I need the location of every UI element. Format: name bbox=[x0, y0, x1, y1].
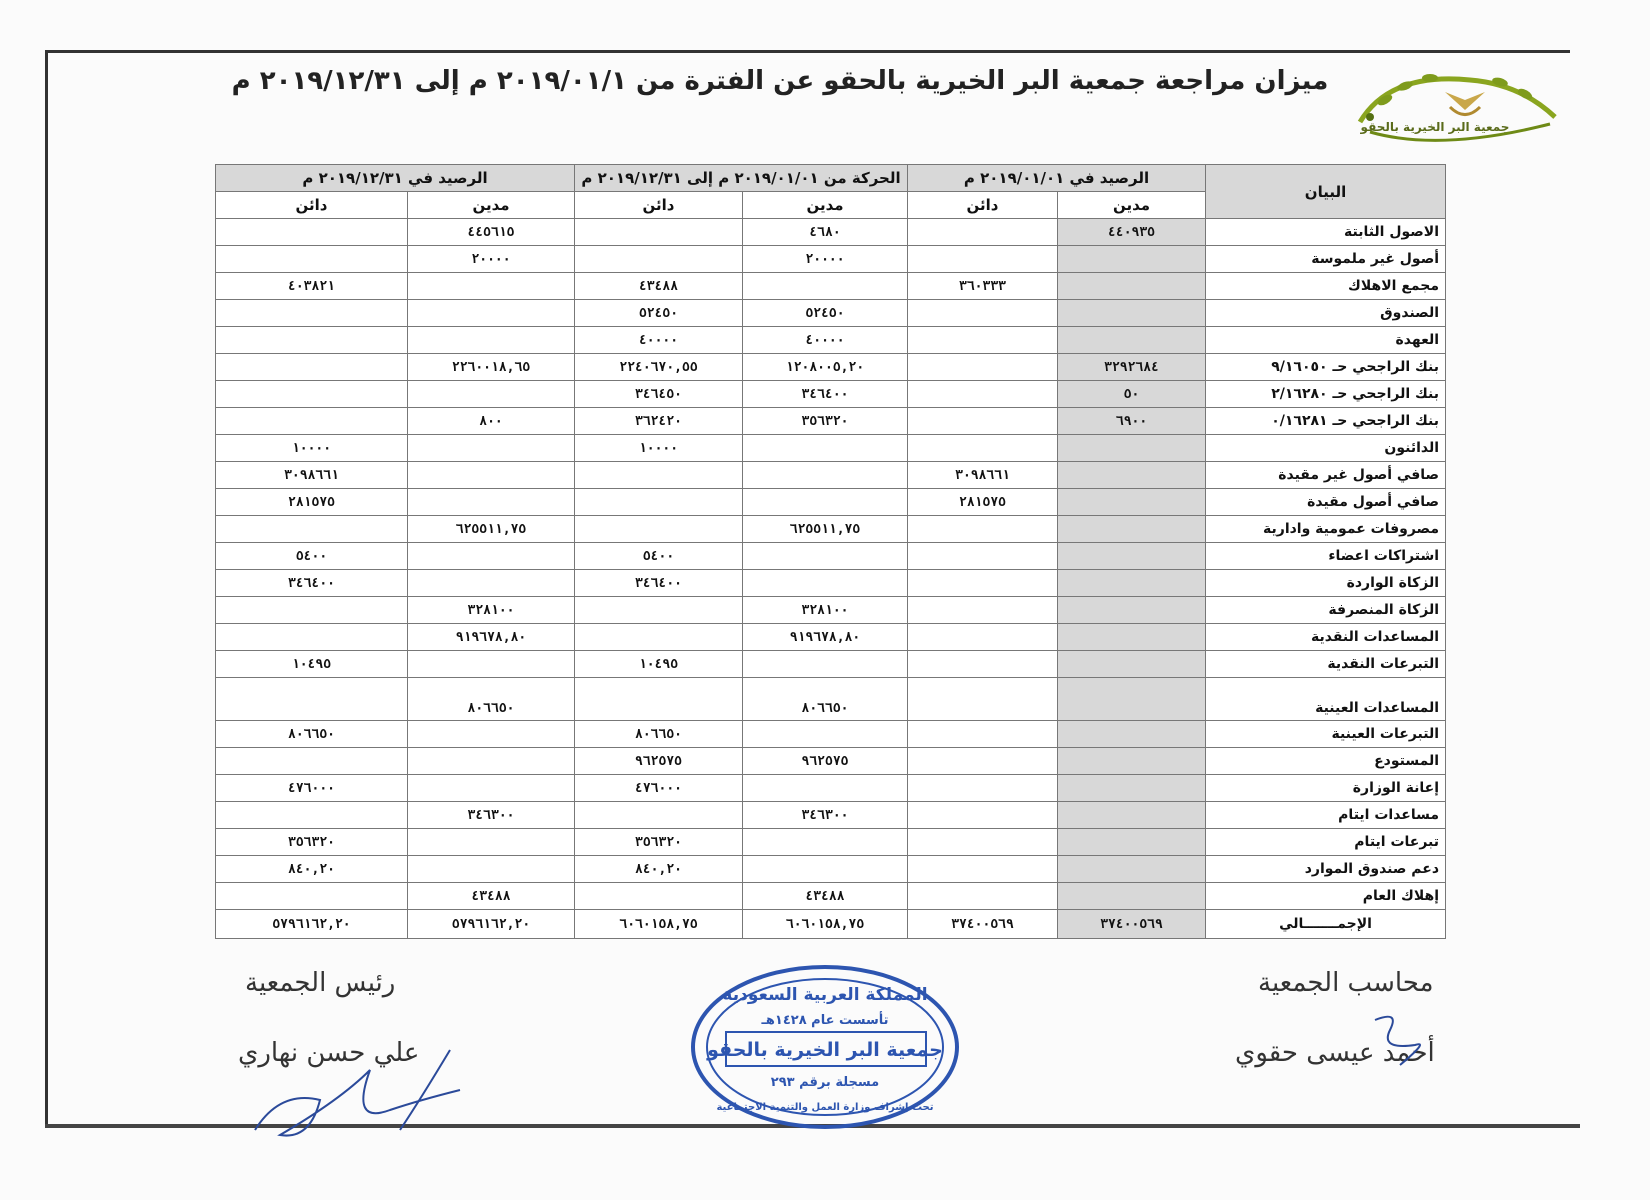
cell-open-debit bbox=[1058, 489, 1206, 516]
cell-close-credit bbox=[216, 597, 408, 624]
cell-open-credit bbox=[908, 219, 1058, 246]
header-closing-debit: مدين bbox=[408, 192, 575, 219]
table-row bbox=[216, 802, 1446, 829]
cell-open-debit bbox=[1058, 570, 1206, 597]
cell-mov-credit: ٣٦٢٤٢٠ bbox=[575, 408, 743, 435]
header-closing-credit: دائن bbox=[216, 192, 408, 219]
cell-mov-credit: ٤٣٤٨٨ bbox=[575, 273, 743, 300]
cell-open-credit bbox=[908, 543, 1058, 570]
cell-close-debit: ٩١٩٦٧٨,٨٠ bbox=[408, 624, 575, 651]
table-row bbox=[216, 408, 1446, 435]
cell-mov-credit: ٢٢٤٠٦٧٠,٥٥ bbox=[575, 354, 743, 381]
row-label: الدائنون bbox=[1206, 435, 1446, 462]
cell-close-credit: ٣٥٦٣٢٠ bbox=[216, 829, 408, 856]
cell-close-debit: ٤٤٥٦١٥ bbox=[408, 219, 575, 246]
cell-close-credit: ٤٧٦٠٠٠ bbox=[216, 775, 408, 802]
cell-mov-debit bbox=[743, 462, 908, 489]
cell-close-credit: ٣٠٩٨٦٦١ bbox=[216, 462, 408, 489]
cell-mov-debit: ٣٥٦٣٢٠ bbox=[743, 408, 908, 435]
cell-mov-debit: ٣٤٦٣٠٠ bbox=[743, 802, 908, 829]
stamp-line-supervision: تحت إشراف وزارة العمل والتنمية الاجتماعية bbox=[716, 1102, 934, 1113]
cell-open-credit bbox=[908, 597, 1058, 624]
cell-mov-debit: ٥٢٤٥٠ bbox=[743, 300, 908, 327]
table-row bbox=[216, 489, 1446, 516]
cell-close-debit: ٨٠٦٦٥٠ bbox=[408, 678, 575, 721]
cell-open-credit bbox=[908, 802, 1058, 829]
cell-open-debit bbox=[1058, 748, 1206, 775]
cell-mov-credit bbox=[575, 219, 743, 246]
row-label: مجمع الاهلاك bbox=[1206, 273, 1446, 300]
row-label: صافي أصول غير مقيدة bbox=[1206, 462, 1446, 489]
table-row bbox=[216, 462, 1446, 489]
president-name: علي حسن نهاري bbox=[238, 1038, 420, 1068]
cell-mov-debit bbox=[743, 775, 908, 802]
cell-mov-credit: ٤٧٦٠٠٠ bbox=[575, 775, 743, 802]
cell-open-credit: ٣٠٩٨٦٦١ bbox=[908, 462, 1058, 489]
header-movement-debit: مدين bbox=[743, 192, 908, 219]
cell-open-credit bbox=[908, 856, 1058, 883]
cell-close-credit: ٢٨١٥٧٥ bbox=[216, 489, 408, 516]
cell-close-credit bbox=[216, 678, 408, 721]
cell-open-credit: ٣٦٠٣٣٣ bbox=[908, 273, 1058, 300]
cell-mov-debit: ٣٤٦٤٠٠ bbox=[743, 381, 908, 408]
cell-mov-debit bbox=[743, 489, 908, 516]
table-row bbox=[216, 721, 1446, 748]
cell-close-debit bbox=[408, 462, 575, 489]
table-row bbox=[216, 651, 1446, 678]
header-movement-credit: دائن bbox=[575, 192, 743, 219]
cell-open-credit bbox=[908, 300, 1058, 327]
cell-open-debit bbox=[1058, 678, 1206, 721]
table-row bbox=[216, 543, 1446, 570]
header-opening-balance: الرصيد في ٢٠١٩/٠١/٠١ م bbox=[908, 165, 1206, 192]
table-row bbox=[216, 327, 1446, 354]
cell-mov-credit: ١٠٠٠٠ bbox=[575, 435, 743, 462]
total-open-credit: ٣٧٤٠٠٥٦٩ bbox=[908, 910, 1058, 939]
cell-close-credit bbox=[216, 883, 408, 910]
table-row bbox=[216, 678, 1446, 721]
cell-mov-debit: ٢٠٠٠٠ bbox=[743, 246, 908, 273]
cell-close-debit: ٤٣٤٨٨ bbox=[408, 883, 575, 910]
trial-balance-table bbox=[215, 164, 1446, 939]
row-label: اشتراكات اعضاء bbox=[1206, 543, 1446, 570]
cell-open-debit bbox=[1058, 624, 1206, 651]
cell-mov-credit bbox=[575, 246, 743, 273]
cell-mov-debit bbox=[743, 543, 908, 570]
cell-mov-credit: ٤٠٠٠٠ bbox=[575, 327, 743, 354]
row-label: العهدة bbox=[1206, 327, 1446, 354]
document-title: ميزان مراجعة جمعية البر الخيرية بالحقو عن الفترة من ٢٠١٩/٠١/١ م إلى ٢٠١٩/١٢/٣١ م bbox=[231, 66, 1329, 96]
logo-caption: جمعية البر الخيرية بالحقو bbox=[1360, 120, 1510, 134]
cell-close-credit bbox=[216, 624, 408, 651]
cell-mov-credit: ٥٢٤٥٠ bbox=[575, 300, 743, 327]
cell-mov-debit bbox=[743, 721, 908, 748]
cell-close-credit bbox=[216, 354, 408, 381]
official-stamp bbox=[688, 962, 963, 1132]
cell-close-debit bbox=[408, 721, 575, 748]
cell-mov-credit bbox=[575, 883, 743, 910]
stamp-line-founded: تأسست عام ١٤٢٨هـ bbox=[761, 1013, 889, 1028]
cell-close-debit bbox=[408, 327, 575, 354]
cell-open-credit bbox=[908, 829, 1058, 856]
cell-open-credit: ٢٨١٥٧٥ bbox=[908, 489, 1058, 516]
cell-open-credit bbox=[908, 408, 1058, 435]
cell-close-credit bbox=[216, 300, 408, 327]
cell-mov-debit: ٩٦٢٥٧٥ bbox=[743, 748, 908, 775]
cell-open-debit bbox=[1058, 435, 1206, 462]
table-row bbox=[216, 624, 1446, 651]
cell-close-debit: ٣٢٨١٠٠ bbox=[408, 597, 575, 624]
cell-close-debit bbox=[408, 748, 575, 775]
cell-open-credit bbox=[908, 354, 1058, 381]
row-label: بنك الراجحي حـ ٠/١٦٢٨١ bbox=[1206, 408, 1446, 435]
total-mov-debit: ٦٠٦٠١٥٨,٧٥ bbox=[743, 910, 908, 939]
cell-close-debit bbox=[408, 651, 575, 678]
row-label: صافي أصول مقيدة bbox=[1206, 489, 1446, 516]
accountant-title: محاسب الجمعية bbox=[1258, 968, 1434, 998]
row-label: دعم صندوق الموارد bbox=[1206, 856, 1446, 883]
cell-close-debit: ٢٢٦٠٠١٨,٦٥ bbox=[408, 354, 575, 381]
stamp-line-registration: مسجلة برقم ٢٩٣ bbox=[770, 1075, 880, 1090]
cell-open-debit bbox=[1058, 829, 1206, 856]
cell-mov-credit: ٣٥٦٣٢٠ bbox=[575, 829, 743, 856]
cell-open-debit bbox=[1058, 327, 1206, 354]
table-row bbox=[216, 597, 1446, 624]
row-label: تبرعات ايتام bbox=[1206, 829, 1446, 856]
total-open-debit: ٣٧٤٠٠٥٦٩ bbox=[1058, 910, 1206, 939]
accountant-name: أحمد عيسى حقوي bbox=[1235, 1038, 1435, 1068]
table-row bbox=[216, 219, 1446, 246]
table-row bbox=[216, 883, 1446, 910]
cell-close-credit bbox=[216, 748, 408, 775]
cell-open-debit bbox=[1058, 775, 1206, 802]
table-row bbox=[216, 748, 1446, 775]
cell-close-debit bbox=[408, 543, 575, 570]
cell-open-credit bbox=[908, 246, 1058, 273]
cell-mov-debit: ٨٠٦٦٥٠ bbox=[743, 678, 908, 721]
cell-mov-debit bbox=[743, 856, 908, 883]
cell-close-debit: ٣٤٦٣٠٠ bbox=[408, 802, 575, 829]
cell-close-debit: ٦٢٥٥١١,٧٥ bbox=[408, 516, 575, 543]
cell-close-credit: ٣٤٦٤٠٠ bbox=[216, 570, 408, 597]
cell-close-credit: ٥٤٠٠ bbox=[216, 543, 408, 570]
cell-open-credit bbox=[908, 748, 1058, 775]
cell-open-credit bbox=[908, 775, 1058, 802]
cell-mov-credit: ١٠٤٩٥ bbox=[575, 651, 743, 678]
cell-mov-debit: ٩١٩٦٧٨,٨٠ bbox=[743, 624, 908, 651]
cell-close-credit: ٨٤٠,٢٠ bbox=[216, 856, 408, 883]
cell-open-debit bbox=[1058, 462, 1206, 489]
cell-mov-credit bbox=[575, 678, 743, 721]
cell-open-debit bbox=[1058, 300, 1206, 327]
frame-top-border bbox=[45, 50, 1570, 53]
cell-mov-credit bbox=[575, 516, 743, 543]
cell-mov-credit bbox=[575, 462, 743, 489]
total-row bbox=[216, 910, 1446, 939]
header-opening-debit: مدين bbox=[1058, 192, 1206, 219]
cell-open-debit bbox=[1058, 802, 1206, 829]
cell-open-debit bbox=[1058, 883, 1206, 910]
table-row bbox=[216, 856, 1446, 883]
header-opening-credit: دائن bbox=[908, 192, 1058, 219]
cell-mov-credit: ٥٤٠٠ bbox=[575, 543, 743, 570]
total-close-credit: ٥٧٩٦١٦٢,٢٠ bbox=[216, 910, 408, 939]
cell-close-credit bbox=[216, 246, 408, 273]
cell-mov-debit bbox=[743, 570, 908, 597]
cell-open-credit bbox=[908, 678, 1058, 721]
cell-mov-debit: ١٢٠٨٠٠٥,٢٠ bbox=[743, 354, 908, 381]
cell-open-credit bbox=[908, 327, 1058, 354]
cell-close-credit bbox=[216, 381, 408, 408]
cell-close-credit: ١٠٠٠٠ bbox=[216, 435, 408, 462]
president-title: رئيس الجمعية bbox=[245, 968, 396, 998]
cell-mov-credit: ٣٤٦٤٥٠ bbox=[575, 381, 743, 408]
cell-open-credit bbox=[908, 435, 1058, 462]
row-label: مصروفات عمومية وادارية bbox=[1206, 516, 1446, 543]
cell-close-debit bbox=[408, 489, 575, 516]
president-signature bbox=[250, 1030, 480, 1150]
table-row bbox=[216, 435, 1446, 462]
header-description: البيان bbox=[1206, 165, 1446, 219]
row-label: المستودع bbox=[1206, 748, 1446, 775]
cell-close-debit bbox=[408, 856, 575, 883]
header-closing-balance: الرصيد في ٢٠١٩/١٢/٣١ م bbox=[216, 165, 575, 192]
cell-mov-debit: ٤٠٠٠٠ bbox=[743, 327, 908, 354]
row-label: مساعدات ايتام bbox=[1206, 802, 1446, 829]
cell-close-credit: ١٠٤٩٥ bbox=[216, 651, 408, 678]
stamp-line-name: جمعية البر الخيرية بالحقو bbox=[707, 1039, 943, 1061]
cell-open-credit bbox=[908, 883, 1058, 910]
table-row bbox=[216, 273, 1446, 300]
table-row bbox=[216, 381, 1446, 408]
cell-close-debit: ٢٠٠٠٠ bbox=[408, 246, 575, 273]
cell-close-debit bbox=[408, 381, 575, 408]
table-row bbox=[216, 246, 1446, 273]
cell-close-credit bbox=[216, 219, 408, 246]
cell-close-credit: ٤٠٣٨٢١ bbox=[216, 273, 408, 300]
cell-close-debit bbox=[408, 300, 575, 327]
frame-left-border bbox=[45, 50, 48, 1128]
cell-close-debit bbox=[408, 273, 575, 300]
total-label: الإجمـــــــالي bbox=[1206, 910, 1446, 939]
cell-mov-debit bbox=[743, 829, 908, 856]
cell-close-credit bbox=[216, 802, 408, 829]
row-label: الاصول الثابتة bbox=[1206, 219, 1446, 246]
cell-open-credit bbox=[908, 516, 1058, 543]
row-label: التبرعات النقدية bbox=[1206, 651, 1446, 678]
cell-mov-debit: ٦٢٥٥١١,٧٥ bbox=[743, 516, 908, 543]
row-label: الزكاة الواردة bbox=[1206, 570, 1446, 597]
row-label: المساعدات النقدية bbox=[1206, 624, 1446, 651]
cell-close-credit: ٨٠٦٦٥٠ bbox=[216, 721, 408, 748]
cell-open-credit bbox=[908, 570, 1058, 597]
cell-open-credit bbox=[908, 381, 1058, 408]
cell-mov-credit bbox=[575, 489, 743, 516]
row-label: إعانة الوزارة bbox=[1206, 775, 1446, 802]
cell-open-debit: ٦٩٠٠ bbox=[1058, 408, 1206, 435]
cell-close-debit bbox=[408, 829, 575, 856]
cell-mov-credit: ٨٠٦٦٥٠ bbox=[575, 721, 743, 748]
cell-open-debit bbox=[1058, 721, 1206, 748]
table-row bbox=[216, 775, 1446, 802]
cell-open-debit bbox=[1058, 516, 1206, 543]
row-label: الصندوق bbox=[1206, 300, 1446, 327]
row-label: التبرعات العينية bbox=[1206, 721, 1446, 748]
cell-mov-debit bbox=[743, 435, 908, 462]
table-body bbox=[216, 219, 1446, 939]
cell-open-debit bbox=[1058, 597, 1206, 624]
cell-mov-credit bbox=[575, 624, 743, 651]
cell-close-debit: ٨٠٠ bbox=[408, 408, 575, 435]
table-row bbox=[216, 570, 1446, 597]
cell-mov-debit bbox=[743, 273, 908, 300]
row-label: أصول غير ملموسة bbox=[1206, 246, 1446, 273]
cell-open-debit bbox=[1058, 543, 1206, 570]
cell-open-debit: ٤٤٠٩٣٥ bbox=[1058, 219, 1206, 246]
header-movement: الحركة من ٢٠١٩/٠١/٠١ م إلى ٢٠١٩/١٢/٣١ م bbox=[575, 165, 908, 192]
cell-mov-credit: ٩٦٢٥٧٥ bbox=[575, 748, 743, 775]
cell-mov-credit: ٣٤٦٤٠٠ bbox=[575, 570, 743, 597]
total-mov-credit: ٦٠٦٠١٥٨,٧٥ bbox=[575, 910, 743, 939]
association-logo bbox=[1350, 62, 1570, 147]
total-close-debit: ٥٧٩٦١٦٢,٢٠ bbox=[408, 910, 575, 939]
cell-close-credit bbox=[216, 516, 408, 543]
cell-open-credit bbox=[908, 651, 1058, 678]
cell-close-credit bbox=[216, 327, 408, 354]
stamp-line-country: المملكة العربية السعودية bbox=[722, 985, 928, 1005]
cell-mov-credit bbox=[575, 802, 743, 829]
cell-open-debit bbox=[1058, 856, 1206, 883]
cell-open-credit bbox=[908, 721, 1058, 748]
table-row bbox=[216, 354, 1446, 381]
cell-close-debit bbox=[408, 435, 575, 462]
row-label: بنك الراجحي حـ ٩/١٦٠٥٠ bbox=[1206, 354, 1446, 381]
cell-mov-credit: ٨٤٠,٢٠ bbox=[575, 856, 743, 883]
cell-mov-debit: ٤٣٤٨٨ bbox=[743, 883, 908, 910]
row-label: إهلاك العام bbox=[1206, 883, 1446, 910]
cell-open-debit bbox=[1058, 651, 1206, 678]
table-row bbox=[216, 516, 1446, 543]
cell-open-debit: ٥٠ bbox=[1058, 381, 1206, 408]
cell-close-debit bbox=[408, 570, 575, 597]
cell-mov-debit bbox=[743, 651, 908, 678]
cell-mov-debit: ٤٦٨٠ bbox=[743, 219, 908, 246]
cell-close-debit bbox=[408, 775, 575, 802]
cell-open-debit bbox=[1058, 273, 1206, 300]
header-row-1 bbox=[216, 165, 1446, 192]
cell-mov-credit bbox=[575, 597, 743, 624]
cell-open-debit bbox=[1058, 246, 1206, 273]
cell-open-credit bbox=[908, 624, 1058, 651]
cell-close-credit bbox=[216, 408, 408, 435]
row-label: بنك الراجحي حـ ٢/١٦٢٨٠ bbox=[1206, 381, 1446, 408]
row-label: الزكاة المنصرفة bbox=[1206, 597, 1446, 624]
row-label: المساعدات العينية bbox=[1206, 678, 1446, 721]
table-row bbox=[216, 829, 1446, 856]
cell-open-debit: ٣٢٩٢٦٨٤ bbox=[1058, 354, 1206, 381]
accountant-signature bbox=[1360, 1010, 1440, 1070]
cell-mov-debit: ٣٢٨١٠٠ bbox=[743, 597, 908, 624]
table-row bbox=[216, 300, 1446, 327]
